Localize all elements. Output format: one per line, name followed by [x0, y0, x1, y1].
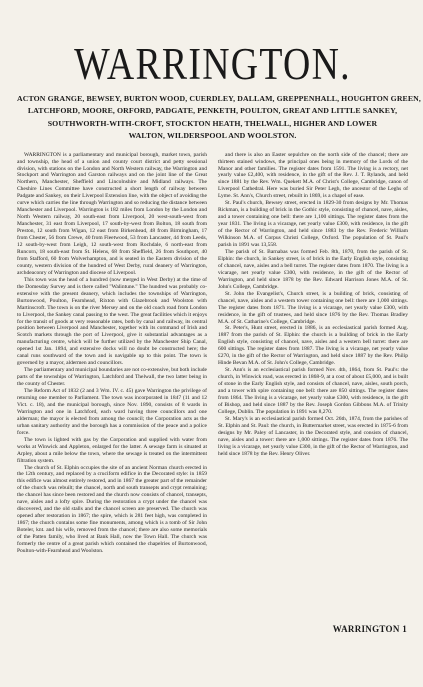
- paragraph: The town is lighted with gas by the Corporation and supplied with water from works at Winwick and Appleton, enlarged for the latter. A sewage farm is situated at Arpley, about a mile below the town, where the sewage is treated on the intermittent filtration system.: [17, 436, 207, 464]
- subtitle-line: LATCHFORD, MOORE, ORFORD, PADGATE, PENKETH, POULTON, GREAT AND LITTLE SANKEY,: [27, 106, 398, 116]
- left-column: [17, 152, 207, 687]
- subtitle-line: ACTON GRANGE, BEWSEY, BURTON WOOD, CUERDLEY, DALLAM, GREPPENHALL, HOUGHTON GREEN,: [17, 94, 421, 103]
- paragraph: This town was the head of a hundred (now merged in West Derby) at the time of the Domesday Survey and is there called "Walintune." The hundred was probably co-extensive with the present deanery, which includes the townships of Warrington, Burtonwood, Poulton, Fearnhead, Rixton with Glazebrook and Woolston with Martinscroft. The town is on the river Mersey and on the old coach road from London to Liverpool, the Sankey canal passing to the west. The great facilities which it enjoys for the transit of goods at very reasonable rates, both by canal and railway, its central position between Liverpool and Manchester, together with its command of Irish and Scotch markets through the port of Liverpool, give it substantial advantages as a manufacturing centre, which will be further utilized by the Manchester Ship Canal, opened 1st Jan. 1894, and extensive docks will no doubt be constructed here; the canal runs southward of the town and is navigable up to this point. The town is governed by a mayor, aldermen and councillors.: [17, 276, 207, 367]
- paragraph: The Reform Act of 1832 (2 and 3 Wm. IV. c. 45) gave Warrington the privilege of returning one member to Parliament. The town was incorporated in 1847 (11 and 12 Vict. c. 18), and the municipal borough, since Nov. 1890, consists of 8 wards in Warrington and one in Latchford, each ward having three councillors and one alderman; the mayor is elected from among the council; the Corporation acts as the urban sanitary authority and the borough has a commission of the peace and a police force.: [17, 388, 207, 436]
- paragraph: The parliamentary and municipal boundaries are not co-extensive, but both include parts of the townships of Warrington, Latchford and Thelwall, the two latter being in the county of Chester.: [17, 367, 207, 388]
- paragraph: WARRINGTON is a parliamentary and municipal borough, market town, parish and township, the head of a union and county court district and petty sessional division, with stations on the London and North Western railway, the Warrington and Stockport and Warrington and Garston railways and on the joint line of the Great Northern, Manchester, Sheffield and Lincolnshire and Midland railways. The Cheshire Lines Committee have constructed a short length of railway between Padgate and Sankey, on their Liverpool Extension line, with the object of avoiding the curve which carries the line through Warrington and so reducing the distance between Manchester and Liverpool. Warrington is 182 miles from London by the London and North Western railway, 20 south-east from Liverpool, 20 west-south-west from Manchester, 31 east from Liverpool, 17 south-by-west from Bolton, 18 south from Preston, 12 south from Wigan, 12 east from Birkenhead, 48 from Birmingham, 17 from Chester, 56 from Crewe, 40 from Fleetwood, 53 from Lancaster, 44 from Leeds, 12 south-by-west from Leigh, 12 south-west from Rochdale, 6 north-east from Runcorn, 18 south-east from St. Helens, 68 from Sheffield, 26 from Southport, 40 from Stafford, 60 from Wolverhampton, and is seated in the Eastern division of the county, western division of the hundred of West Derby, rural deanery of Warrington, archdeaconry of Warrington and diocese of Liverpool.: [17, 151, 207, 276]
- paragraph: St. Mary's is an ecclesiastical parish formed Oct. 26th, 1874, from the parishes of St. Elphin and St. Paul: the church, in Buttermarket street, was erected in 1875-6 from designs by Mr. Paley of Lancaster, in the Decorated style, and consists of chancel, nave, aisles and a tower: there are 1,000 sittings. The register dates from 1876. The living is a vicarage, net yearly value £300, in the gift of the Rector of Warrington, and held since 1878 by the Rev. Henry Oliver.: [218, 415, 408, 457]
- paragraph: The parish of St. Barnabas was formed Feb. 8th, 1870, from the parish of St. Elphin: the church, in Sankey street, is of brick in the Early English style, consisting of chancel, nave, aisles and a bell turret. The register dates from 1870. The living is a vicarage, net yearly value £300, with residence, in the gift of the Rector of Warrington, and held since 1878 by the Rev. Edward Harrison Jones M.A. of St. John's College, Cambridge.: [218, 248, 408, 290]
- subtitle-places: [17, 93, 421, 143]
- paragraph: and there is also an Easter sepulchre on the north side of the chancel; there are thirteen stained windows, the principal ones being in memory of the Lords of the Manor and other families. The register dates from 1591. The living is a rectory, net yearly value £2,400, with residence, in the gift of the Rev. J. T. Rylands, and held since 1881 by the Rev. Wm. Quekett M.A. of Christ's College, Cambridge, canon of Liverpool Cathedral. Here was buried Sir Peter Legh, the ancestor of the Leghs of Lyme. St. Ann's, Church street, rebuilt in 1869, is a chapel of ease.: [218, 151, 408, 200]
- paragraph: St. Peter's, Hunt street, erected in 1886, is an ecclesiastical parish formed Aug. 1887 from the parish of St. Elphin: the church is a building of brick in the Early English style, consisting of chancel, nave, aisles and a western bell turret: there are 600 sittings. The register dates from 1887. The living is a vicarage, net yearly value £270, in the gift of the Rector of Warrington, and held since 1887 by the Rev. Philip Hinde Bevan M.A. of St. John's College, Cambridge.: [218, 325, 408, 367]
- subtitle-line: WALTON, WILDERSPOOL AND WOOLSTON.: [128, 131, 297, 141]
- page-footer: WARRINGTON 1: [332, 624, 407, 634]
- paragraph: The church of St. Elphin occupies the site of an ancient Norman church erected in the 12th century, and replaced by a cruciform edifice in the Decorated style: in 1859 this edifice was almost entirely restored, and in 1867 the greater part of the remainder of the church was rebuilt; the chancel, north and south transepts and crypt remaining; the chancel has since been restored and the church now consists of chancel, transepts, nave, aisles and a lofty spire. During the restoration a crypt under the chancel was discovered, and the old stalls and the chancel screen are preserved. The church was opened after restoration in 1867; the spire, which is 281 feet high, was completed in 1867; the church contains some fine monuments, among which is a tomb of Sir John Boteler, knt. and his wife, removed from the chancel; there are also some memorials of the Patten family, who lived at Bank Hall, now the Town Hall. The church was formerly the centre of a great parish which contained the chapelries of Burtonwood, Poulton-with-Fearnhead and Woolston.: [17, 464, 207, 554]
- paragraph: St. Ann's is an ecclesiastical parish formed Nov. 4th, 1864, from St. Paul's: the church, in Winwick road, was erected in 1868-9, at a cost of about £5,000, and is built of stone in the Early English style, and consists of chancel, nave, aisles, south porch, and a tower with spire containing one bell: there are 850 sittings. The register dates from 1864. The living is a vicarage, net yearly value £300, with residence, in the gift of Bishop, and held since 1887 by the Rev. Joseph Gordon Gibbons M.A. of Trinity College, Dublin. The population in 1891 was 8,270.: [218, 367, 408, 415]
- page-title: WARRINGTON.: [74, 39, 351, 89]
- subtitle-line: SOUTHWORTH-WITH-CROFT, STOCKTON HEATH, THELWALL, HIGHER AND LOWER: [47, 118, 378, 128]
- paragraph: St. John the Evangelist's, Church street, is a building of brick, consisting of chancel, nave, aisles and a western tower containing one bell: there are 1,000 sittings. The register dates from 1871. The living is a vicarage, net yearly value £300, with residence, in the gift of trustees, and held since 1876 by the Rev. Thomas Bradley M.A. of St. Catharine's College, Cambridge.: [218, 290, 408, 325]
- right-column: [218, 152, 408, 687]
- text-columns: [17, 152, 408, 687]
- paragraph: St. Paul's church, Bewsey street, erected in 1829-30 from designs by Mr. Thomas Rickman, is a building of brick in the Gothic style, consisting of chancel, nave, aisles, and a tower containing one bell: there are 1,100 sittings. The register dates from the year 1831. The living is a vicarage, net yearly value £300, with residence, in the gift of the Rector of Warrington, and held since 1883 by the Rev. Frederic William Wilkinson M.A. of Corpus Christi College, Oxford. The population of St. Paul's parish in 1891 was 13,558.: [218, 200, 408, 249]
